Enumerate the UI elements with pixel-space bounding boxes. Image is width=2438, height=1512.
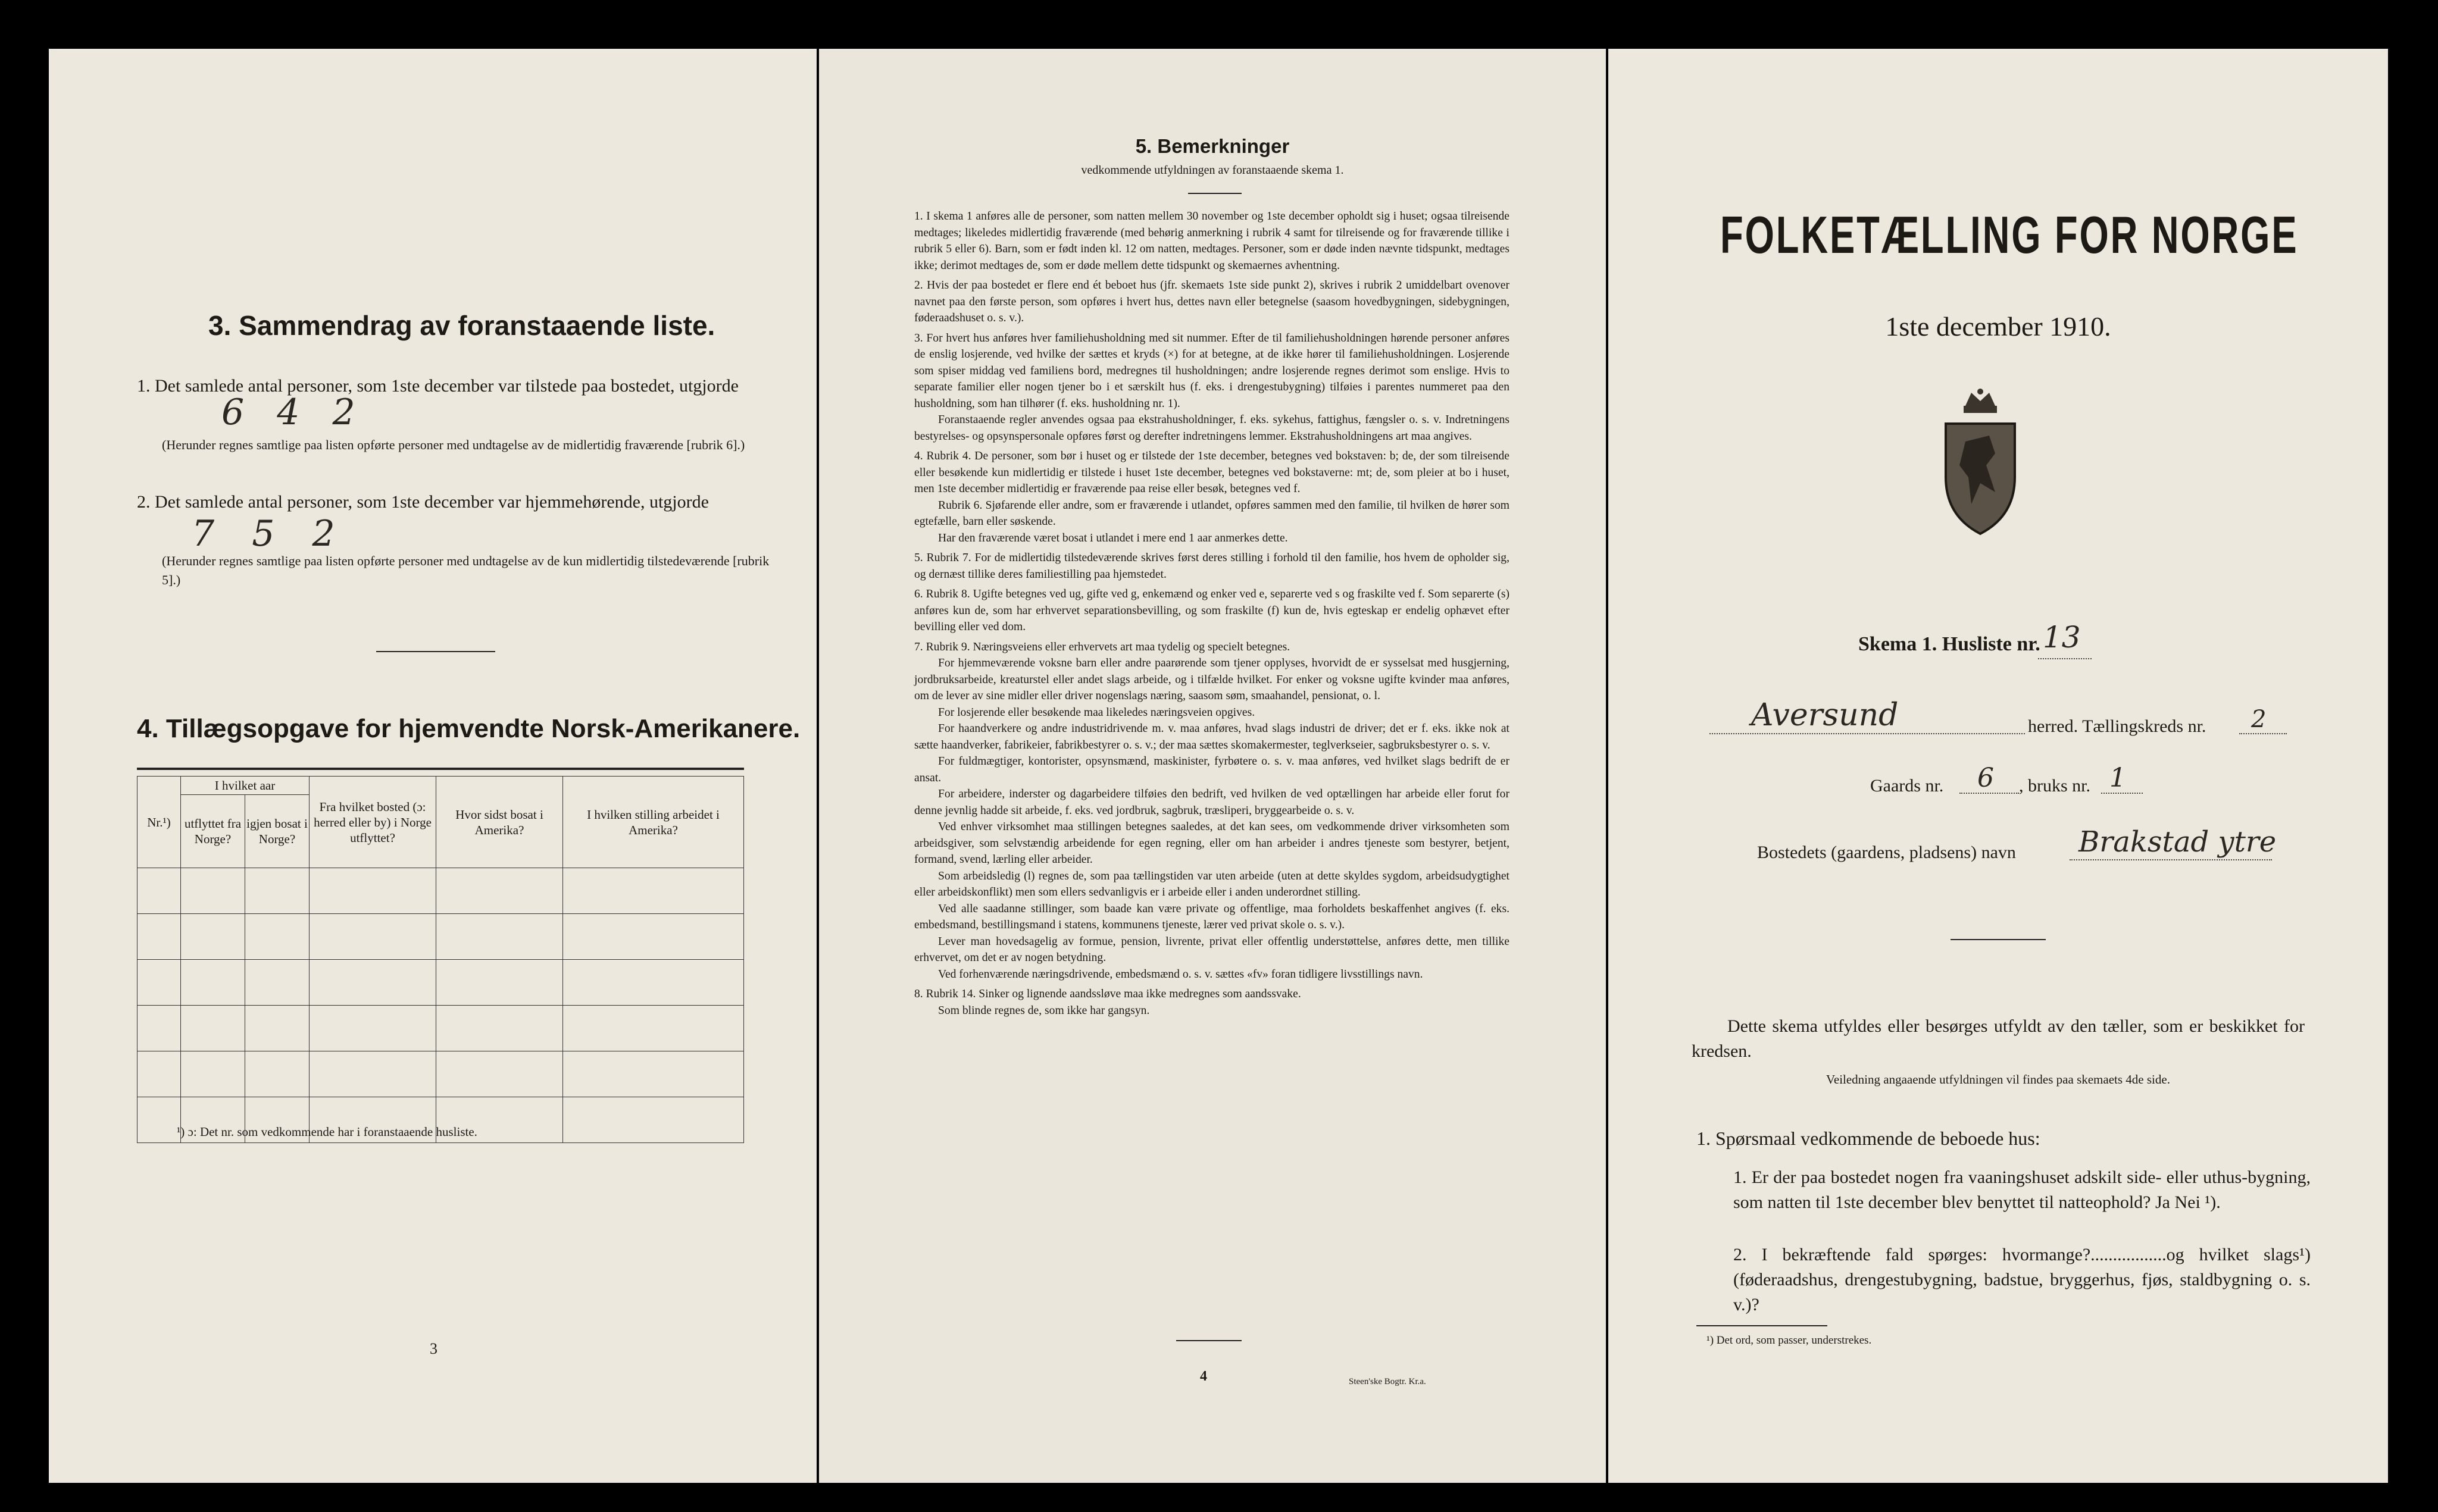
bosted-label: Bostedets (gaardens, pladsens) navn (1757, 843, 2016, 862)
remark-7j: Lever man hovedsagelig av formue, pension, livrente, privat eller offentlig understøttelse, anføres dette, men tillike erhvervet, om det er av nogen betydning. (914, 935, 1509, 964)
schema-label: Skema 1. Husliste nr. (1858, 633, 2040, 655)
remark-3b: Foranstaaende regler anvendes ogsaa paa ekstrahusholdninger, f. eks. sykehus, fattighus, fængsler o. s. v. Indretningens bestyrelses- og opsynspersonale opføres først og derefter indretningens lemmer. Ekstrahusholdningens art maa angives. (914, 414, 1509, 443)
remark-2: 2. Hvis der paa bostedet er flere end ét beboet hus (jfr. skemaets 1ste side punkt 2), skrives i rubrik 2 umiddelbart ovenover navnet paa den første person, som opføres i hvert hus, dettes navn eller betegnelse (saasom hovedbygningen, sidebygningen, føderaadshuset o. s. v.). (914, 279, 1509, 324)
question-2: 2. I bekræftende fald spørges: hvormange?.................og hvilket slags¹) (føderaadshus, drengestubygning, badstue, bryggerhus, fjøs, staldbygning o. s. v.)? (1733, 1245, 2311, 1314)
question-header: 1. Spørsmaal vedkommende de beboede hus: (1696, 1128, 2040, 1149)
summary-item-1-note: (Herunder regnes samtlige paa listen opførte personer med undtagelse av de midlertidig fraværende [rubrik 6].) (162, 437, 745, 452)
remark-7i: Ved alle saadanne stillinger, som baade kan være private og offentlige, maa forholdets beskaffenhet angives (f. eks. embedsmand, bestillingsmand i statens, kommunens tjeneste, lærer ved privat skole o. s. v.). (914, 902, 1509, 931)
table-row (137, 1051, 744, 1097)
remarks-divider (1188, 193, 1242, 194)
printer-imprint: Steen'ske Bogtr. Kr.a. (1349, 1377, 1426, 1386)
kreds-line (2239, 733, 2287, 734)
summary-item-2: 2. Det samlede antal personer, som 1ste december var hjemmehørende, utgjorde (137, 492, 709, 512)
remark-4b: Rubrik 6. Sjøfarende eller andre, som er fraværende i utlandet, opføres sammen med den familie, til hvilken de hører som egtefælle, barn eller søskende. (914, 499, 1509, 528)
present-count-value: 6 4 2 (221, 392, 366, 433)
remark-7k: Ved forhenværende næringsdrivende, embedsmænd o. s. v. sættes «fv» foran tidligere livsstillings navn. (938, 968, 1423, 981)
col-from-place: Fra hvilket bosted (ɔ: herred eller by) i Norge utflyttet? (310, 777, 436, 868)
remarks-title: 5. Bemerkninger (1135, 135, 1290, 157)
remark-3: 3. For hvert hus anføres hver familiehusholdning med sit nummer. Efter de til familiehusholdningen hørende personer anføres de enslig losjerende, ved hvilke der sættes et kryds (×) for at betegne, at de ikke hører til familiehusholdningen. Losjerende som spiser middag ved familiens bord, medregnes til husholdningen; andre losjerende regnes derimot som enslige. Hvis to separate familier eller nogen tjener bo i et særskilt hus (f. eks. i drengestubygning) tilføies i parentes nummeret paa den husholdning, som han tilhører (f. eks. husholdning nr. 1). (914, 331, 1509, 410)
remark-1: 1. I skema 1 anføres alle de personer, som natten mellem 30 november og 1ste december opholdt sig i huset; ogsaa tilreisende medtages; likeledes midlertidig fraværende (med behørig anmerkning i rubrik 4 samt for tilreisende og for fraværende tillike i rubrik 5 eller 6). Barn, som er født inden kl. 12 om natten, medtages. Personer, som er døde inden nævnte tidspunkt, medtages ikke; derimot medtages de, som er døde mellem dette tidspunkt og skemaernes avhentning. (914, 210, 1509, 272)
remark-6: 6. Rubrik 8. Ugifte betegnes ved ug, gifte ved g, enkemænd og enker ved e, separerte ved s og fraskilte ved f. Som separerte (s) anføres kun de, som har erhvervet separationsbevilling, og som fraskilte (f) kun de, hvis egteskap er endelig ophævet efter bevilling eller ved dom. (914, 588, 1509, 633)
footer-divider (1176, 1340, 1242, 1341)
bosted-line (2070, 859, 2272, 860)
remark-7d: For haandverkere og andre industridrivende m. v. maa anføres, hvad slags industri de driver; det er f. eks. ikke nok at sætte haandverker, fabrikeier, fabrikbestyrer o. s. v.; der maa sættes skomakermester, teglverkseier, sagbruksbestyrer o. s. v. (914, 722, 1509, 752)
remark-8b: Som blinde regnes de, som ikke har gangsyn. (938, 1004, 1150, 1017)
remark-7f: For arbeidere, inderster og dagarbeidere tilføies den bedrift, ved hvilken de ved optællingen har arbeide eller forut for denne jevnlig hadde sit arbeide, f. eks. ved jordbruk, sagbruk, træsliperi, bryggearbeide o. s. v. (914, 788, 1509, 817)
instruction-text: Dette skema utfyldes eller besørges utfyldt av den tæller, som er beskikket for kredsen. (1692, 1016, 2305, 1061)
coat-of-arms-icon (1939, 388, 2022, 537)
kreds-value: 2 (2251, 706, 2267, 733)
remarks-subtitle: vedkommende utfyldningen av foranstaaende skema 1. (1081, 164, 1344, 177)
col-group-year: I hvilket aar (181, 777, 310, 795)
col-where-america: Hvor sidst bosat i Amerika? (436, 777, 563, 868)
gaards-value: 6 (1977, 763, 1994, 793)
gaards-label: Gaards nr. (1870, 776, 1944, 796)
page-number-3: 3 (430, 1340, 437, 1357)
remark-7b: For hjemmeværende voksne barn eller andre paarørende som tjener opplyses, hvorvidt de er sysselsat med husgjerning, jordbruksarbeide, kreaturstel eller andet slags arbeide, og i tilfælde hvilket. For enker og voksne ugifte kvinder maa anføres, om de lever av sine midler eller driver nogenslags næring, saasom søm, smaahandel, pensionat, o. l. (914, 657, 1509, 702)
page-right (1608, 49, 2388, 1483)
remark-7h: Som arbeidsledig (l) regnes de, som paa tællingstiden var uten arbeide (uten at dette skyldes sygdom, arbeidsudygtighet eller arbeidskonflikt) men som ellers sedvanligvis er i arbeide eller i anden underordnet stilling. (914, 869, 1509, 899)
bosted-value: Brakstad ytre (2078, 825, 2277, 859)
husliste-number: 13 (2043, 620, 2081, 655)
remark-7: 7. Rubrik 9. Næringsveiens eller erhvervets art maa tydelig og specielt betegnes. (914, 640, 1290, 653)
gaards-line (1959, 793, 2019, 794)
col-emigrated: utflyttet fra Norge? (181, 795, 245, 868)
page-number-4: 4 (1200, 1369, 1207, 1384)
table-row (137, 868, 744, 914)
col-position: I hvilken stilling arbeidet i Amerika? (563, 777, 744, 868)
bruks-line (2101, 793, 2143, 794)
resident-count-value: 7 5 2 (192, 513, 348, 555)
summary-item-1: 1. Det samlede antal personer, som 1ste december var tilstede paa bostedet, utgjorde (137, 376, 739, 396)
herred-value: Aversund (1751, 697, 1899, 733)
remark-4: 4. Rubrik 4. De personer, som bør i huset og er tilstede der 1ste december, betegnes ved bokstaven: b; de, der som tilreisende eller besøkende kun midlertidig er tilstede i huset 1ste december, betegnes ved bokstaverne: mt; de, som pleier at bo i huset, men 1ste december midlertidig er fraværende paa reise eller besøk, betegnes ved f. (914, 450, 1509, 495)
bruks-label: , bruks nr. (2019, 776, 2090, 796)
question-1: 1. Er der paa bostedet nogen fra vaaningshuset adskilt side- eller uthus-bygning, som natten til 1ste december blev benyttet til natteophold? Ja Nei ¹). (1733, 1167, 2311, 1212)
col-returned: igjen bosat i Norge? (245, 795, 310, 868)
remark-4c: Har den fraværende været bosat i utlandet i mere end 1 aar anmerkes dette. (938, 531, 1288, 544)
remark-5: 5. Rubrik 7. For de midlertidig tilstedeværende skrives først deres stilling i forhold til den familie, hos hvem de opholder sig, og dernæst tillike deres familiestilling paa hjemstedet. (914, 552, 1509, 581)
norsk-amerikanere-table (137, 776, 744, 1143)
table-footnote: ¹) ɔ: Det nr. som vedkommende har i foranstaaende husliste. (177, 1125, 477, 1139)
bruks-value: 1 (2109, 763, 2126, 793)
divider (376, 651, 495, 652)
summary-item-2-note: (Herunder regnes samtlige paa listen opførte personer med undtagelse av de kun midlertidig tilstedeværende [rubrik 5].) (162, 553, 770, 587)
remark-7e: For fuldmægtiger, kontorister, opsynsmænd, maskinister, fyrbøtere o. s. v. maa anføres, ved hvilket slags bedrift de er ansat. (914, 755, 1509, 784)
section4-title: 4. Tillægsopgave for hjemvendte Norsk-Amerikanere. (137, 714, 801, 743)
col-nr: Nr.¹) (137, 777, 181, 868)
herred-label: herred. Tællingskreds nr. (2028, 716, 2206, 736)
census-title: FOLKETÆLLING FOR NORGE (1720, 205, 2299, 264)
page3-footnote: ¹) Det ord, som passer, understrekes. (1706, 1334, 1872, 1347)
page-left (49, 49, 817, 1483)
table-row (137, 914, 744, 960)
remark-7c: For losjerende eller besøkende maa likeledes næringsveien opgives. (938, 706, 1255, 719)
page-middle (819, 49, 1606, 1483)
table-row (137, 1006, 744, 1051)
remark-8: 8. Rubrik 14. Sinker og lignende aandssløve maa ikke medregnes som aandssvake. (914, 988, 1301, 1000)
table-top-rule (137, 768, 744, 770)
instruction-small: Veiledning angaaende utfyldningen vil findes paa skemaets 4de side. (1826, 1072, 2170, 1087)
remarks-list (914, 208, 1509, 1019)
section3-title: 3. Sammendrag av foranstaaende liste. (208, 310, 715, 341)
census-date: 1ste december 1910. (1885, 311, 2111, 342)
herred-line (1709, 733, 2025, 734)
husliste-line (2038, 658, 2092, 659)
ornament-divider (1951, 939, 2046, 940)
footnote-rule (1696, 1325, 1827, 1326)
table-row (137, 960, 744, 1006)
remark-7g: Ved enhver virksomhet maa stillingen betegnes saaledes, at det kan sees, om vedkommende driver virksomheten som arbeidsgiver, som selvstændig arbeidende for egen regning, eller om han arbeider i andres tjeneste som bestyrer, betjent, formand, svend, lærling eller arbeider. (914, 821, 1509, 866)
